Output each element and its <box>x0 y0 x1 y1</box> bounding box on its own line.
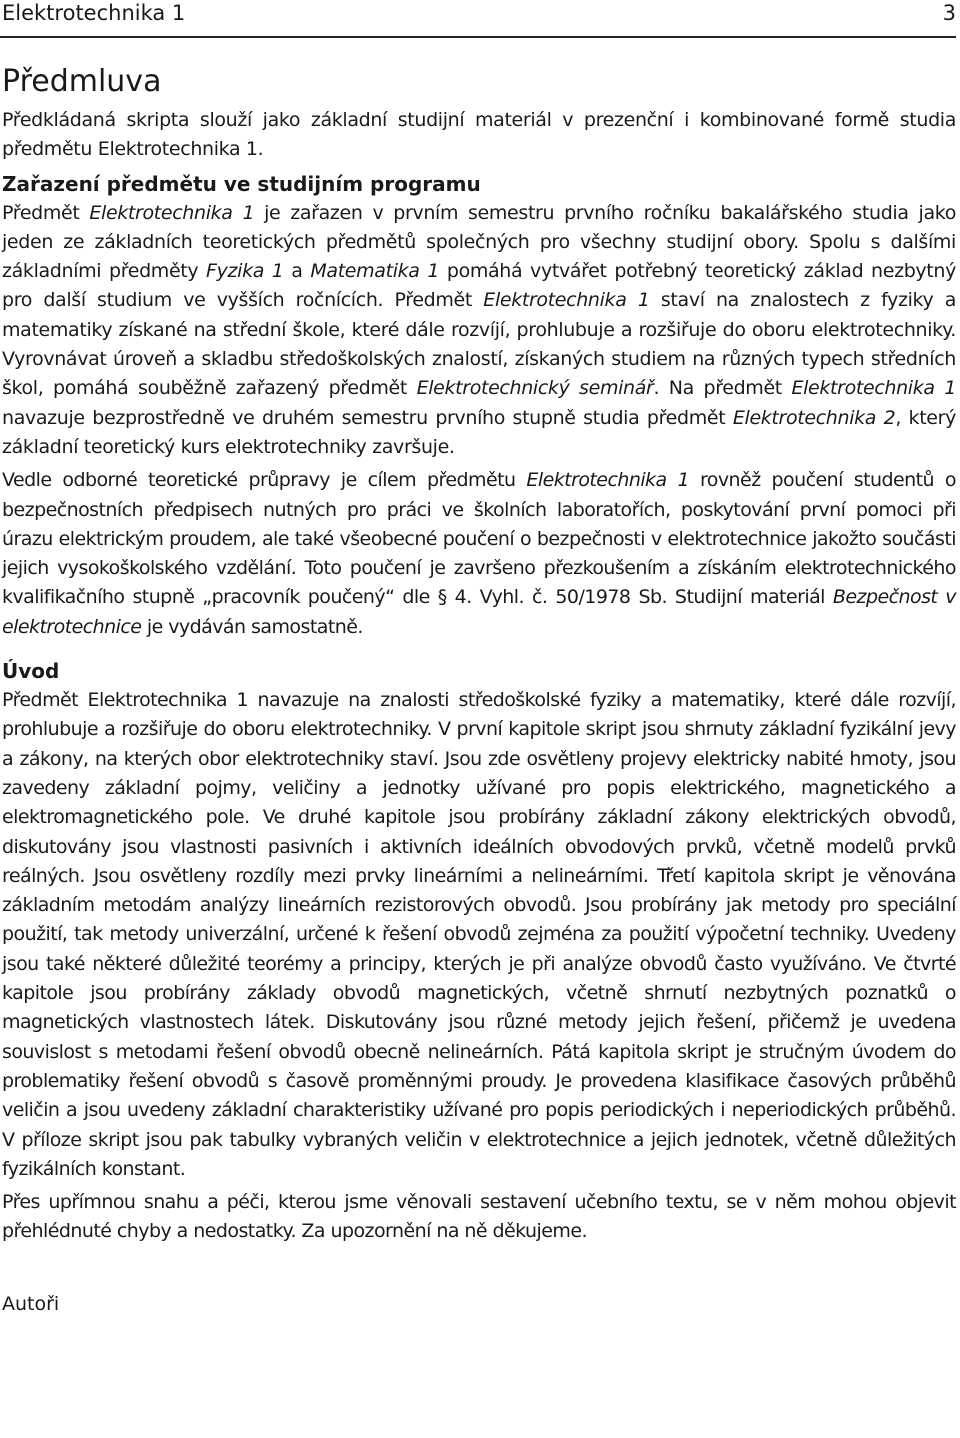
text-run: pomáhá vytvářet potřebný teoretický základ nezbytný pro další studium ve vyšších ročnících. Předmět <box>2 260 956 312</box>
italic-term: Elektrotechnický seminář <box>416 377 654 400</box>
italic-term: Elektrotechnika 1 <box>483 289 650 312</box>
introduction-paragraph: Předmět Elektrotechnika 1 navazuje na znalosti středoškolské fyziky a matematiky, které dále rozvíjí, prohlubuje a rozšiřuje do oboru elektrotechniky. V první kapitole skript jsou shrnuty základní fyzikální jevy a zákony, na kterých obor elektrotechniky staví. Jsou zde osvětleny projevy elektricky nabité hmoty, jsou zavedeny základní pojmy, veličiny a jednotky užívané pro popis elektrického, magnetického a elektromagnetického pole. Ve druhé kapitole jsou probírány základní zákony elektrických obvodů, diskutovány jsou vlastnosti pasivních i aktivních ideálních obvodových prvků, včetně modelů prvků reálných. Jsou osvětleny rozdíly mezi prvky lineárními a nelineárními. Třetí kapitola skript je věnována základním metodám analýzy lineárních rezistorových obvodů. Jsou probírány jak metody pro speciální použití, tak metody univerzální, určené k řešení obvodů zejména za použití výpočetní techniky. Uvedeny jsou také některé důležité teorémy a principy, kterých je při analýze obvodů často využíváno. Ve čtvrté kapitole jsou probírány základy obvodů magnetických, včetně shrnutí nezbytných poznatků o magnetických vlastnostech látek. Diskutovány jsou různé metody jejich řešení, přičemž je uvedena souvislost s metodami řešení obvodů obecně nelineárních. Pátá kapitola skript je stručným úvodem do problematiky řešení obvodů s časově proměnnými proudy. Je provedena klasifikace časových průběhů veličin a jsou uvedeny základní charakteristiky užívané pro popis periodických i neperiodických průběhů. V příloze skript jsou pak tabulky vybraných veličin v elektrotechnice a jejich jednotek, včetně důležitých fyzikálních konstant. <box>2 689 956 1180</box>
text-run: . Na předmět <box>653 377 792 400</box>
text-run: je vydáván samostatně. <box>141 615 363 638</box>
text-run: , který základní teoretický kurs elektrotechniky završuje. <box>2 406 957 458</box>
safety-paragraph <box>2 466 956 642</box>
italic-term: Elektrotechnika 1 <box>791 377 956 400</box>
placement-paragraph <box>2 199 956 463</box>
italic-term: Elektrotechnika 2 <box>732 406 896 429</box>
page-number: 3 <box>942 1 956 25</box>
intro-paragraph: Předkládaná skripta slouží jako základní studijní materiál v prezenční i kombinované formě studia předmětu Elektrotechnika 1. <box>2 109 956 161</box>
text-run: Předmět <box>2 201 90 224</box>
italic-term: Bezpečnost v elektrotechnice <box>2 586 956 638</box>
text-run: je zařazen v prvním semestru prvního ročníku bakalářského studia jako jeden ze základních teoretických předmětů společných pro všechny studijní obory. Spolu s dalšími základními předměty <box>2 201 956 283</box>
page-title: Předmluva <box>2 64 162 99</box>
text-run: staví na znalostech z fyziky a matematiky získané na střední škole, které dále rozvíjí, prohlubuje a rozšiřuje do oboru elektrotechniky. Vyrovnávat úroveň a skladbu středoškolských znalostí, získaných studiem na různých typech středních škol, pomáhá souběžně zařazený předmět <box>2 289 957 400</box>
text-run: navazuje bezprostředně ve druhém semestru prvního stupně studia předmět <box>2 406 733 429</box>
running-header-title: Elektrotechnika 1 <box>2 1 186 25</box>
text-run: rovněž poučení studentů o bezpečnostních předpisech nutných pro práci ve školních laboratořích, poskytování první pomoci při úrazu elektrickým proudem, ale také všeobecné poučení o bezpečnosti v elektrotechnice jakožto součásti jejich vysokoškolského vzdělání. Toto poučení je završeno přezkoušením a získáním elektrotechnického kvalifikačního stupně „pracovník poučený“ dle § 4. Vyhl. č. 50/1978 Sb. Studijní materiál <box>2 469 956 609</box>
italic-term: Fyzika 1 <box>206 260 284 283</box>
text-run: a <box>283 260 311 283</box>
section-heading-introduction: Úvod <box>2 659 60 684</box>
italic-term: Elektrotechnika 1 <box>526 469 690 492</box>
section-heading-placement: Zařazení předmětu ve studijním programu <box>2 171 481 196</box>
authors-signature: Autoři <box>2 1292 60 1315</box>
italic-term: Matematika 1 <box>310 260 440 283</box>
running-header <box>0 0 956 38</box>
italic-term: Elektrotechnika 1 <box>89 201 255 224</box>
document-body <box>2 60 956 1319</box>
text-run: Vedle odborné teoretické průpravy je cílem předmětu <box>2 469 527 492</box>
closing-paragraph: Přes upřímnou snahu a péči, kterou jsme věnovali sestavení učebního textu, se v něm mohou objevit přehlédnuté chyby a nedostatky. Za upozornění na ně děkujeme. <box>2 1191 956 1243</box>
